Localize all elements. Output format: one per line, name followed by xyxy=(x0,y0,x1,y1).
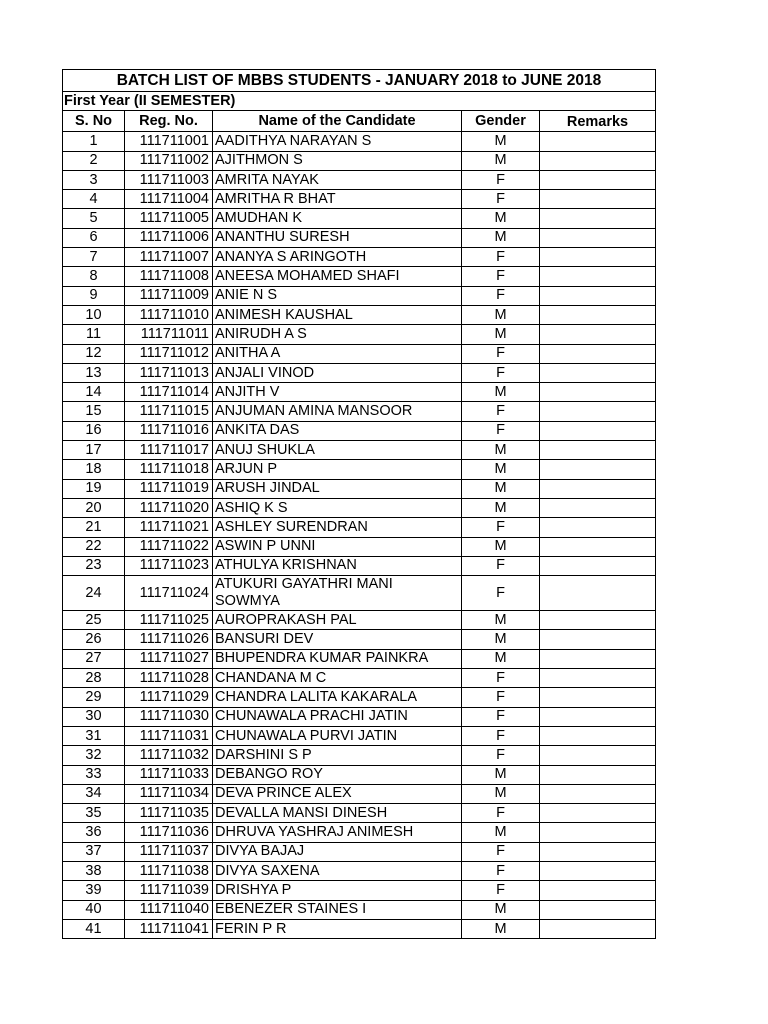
table-row xyxy=(63,325,656,344)
cell-sno: 19 xyxy=(63,479,125,498)
cell-remarks xyxy=(540,804,656,823)
cell-reg-no: 111711026 xyxy=(125,630,213,649)
cell-gender: M xyxy=(462,460,540,479)
cell-reg-no: 111711027 xyxy=(125,649,213,668)
cell-sno: 8 xyxy=(63,267,125,286)
cell-sno: 18 xyxy=(63,460,125,479)
cell-remarks xyxy=(540,325,656,344)
cell-remarks xyxy=(540,402,656,421)
cell-gender: M xyxy=(462,151,540,170)
cell-sno: 21 xyxy=(63,518,125,537)
table-row xyxy=(63,784,656,803)
cell-name: DARSHINI S P xyxy=(213,746,462,765)
cell-reg-no: 111711004 xyxy=(125,190,213,209)
cell-name: ATUKURI GAYATHRI MANI SOWMYA xyxy=(213,576,462,611)
cell-name: AADITHYA NARAYAN S xyxy=(213,132,462,151)
cell-name: AMUDHAN K xyxy=(213,209,462,228)
cell-reg-no: 111711024 xyxy=(125,576,213,611)
cell-gender: F xyxy=(462,267,540,286)
cell-name: CHANDANA M C xyxy=(213,669,462,688)
cell-reg-no: 111711036 xyxy=(125,823,213,842)
cell-name: CHANDRA LALITA KAKARALA xyxy=(213,688,462,707)
cell-gender: M xyxy=(462,325,540,344)
cell-sno: 15 xyxy=(63,402,125,421)
cell-reg-no: 111711020 xyxy=(125,498,213,517)
cell-gender: F xyxy=(462,556,540,575)
table-row xyxy=(63,900,656,919)
cell-sno: 23 xyxy=(63,556,125,575)
table-row xyxy=(63,518,656,537)
cell-reg-no: 111711017 xyxy=(125,441,213,460)
cell-name: ASHLEY SURENDRAN xyxy=(213,518,462,537)
cell-gender: F xyxy=(462,861,540,880)
cell-remarks xyxy=(540,537,656,556)
cell-gender: M xyxy=(462,209,540,228)
cell-sno: 27 xyxy=(63,649,125,668)
cell-gender: F xyxy=(462,363,540,382)
cell-sno: 6 xyxy=(63,228,125,247)
table-row xyxy=(63,190,656,209)
cell-remarks xyxy=(540,707,656,726)
cell-sno: 4 xyxy=(63,190,125,209)
cell-reg-no: 111711022 xyxy=(125,537,213,556)
cell-reg-no: 111711032 xyxy=(125,746,213,765)
cell-reg-no: 111711028 xyxy=(125,669,213,688)
cell-name: AMRITHA R BHAT xyxy=(213,190,462,209)
header-row xyxy=(63,111,656,132)
cell-sno: 16 xyxy=(63,421,125,440)
cell-remarks xyxy=(540,286,656,305)
cell-name: ASWIN P UNNI xyxy=(213,537,462,556)
cell-sno: 1 xyxy=(63,132,125,151)
table-row xyxy=(63,209,656,228)
cell-gender: F xyxy=(462,518,540,537)
cell-gender: M xyxy=(462,498,540,517)
cell-reg-no: 111711019 xyxy=(125,479,213,498)
column-header-remarks: Remarks xyxy=(540,111,656,132)
cell-remarks xyxy=(540,441,656,460)
cell-name: ANJITH V xyxy=(213,383,462,402)
cell-sno: 11 xyxy=(63,325,125,344)
cell-remarks xyxy=(540,363,656,382)
cell-name: ANKITA DAS xyxy=(213,421,462,440)
cell-reg-no: 111711001 xyxy=(125,132,213,151)
cell-name: DEVALLA MANSI DINESH xyxy=(213,804,462,823)
table-row xyxy=(63,267,656,286)
table-row xyxy=(63,707,656,726)
cell-gender: F xyxy=(462,248,540,267)
cell-sno: 25 xyxy=(63,611,125,630)
cell-reg-no: 111711016 xyxy=(125,421,213,440)
cell-remarks xyxy=(540,518,656,537)
column-header-gender: Gender xyxy=(462,111,540,132)
cell-name: DEBANGO ROY xyxy=(213,765,462,784)
cell-reg-no: 111711029 xyxy=(125,688,213,707)
cell-reg-no: 111711012 xyxy=(125,344,213,363)
cell-sno: 5 xyxy=(63,209,125,228)
table-row xyxy=(63,479,656,498)
cell-reg-no: 111711003 xyxy=(125,170,213,189)
cell-remarks xyxy=(540,919,656,938)
table-row xyxy=(63,726,656,745)
cell-remarks xyxy=(540,421,656,440)
semester-label: First Year (II SEMESTER) xyxy=(63,92,656,111)
batch-list-table xyxy=(62,69,656,939)
cell-name: ANANTHU SURESH xyxy=(213,228,462,247)
cell-gender: M xyxy=(462,630,540,649)
cell-sno: 7 xyxy=(63,248,125,267)
cell-gender: M xyxy=(462,919,540,938)
table-row xyxy=(63,688,656,707)
cell-sno: 12 xyxy=(63,344,125,363)
cell-sno: 34 xyxy=(63,784,125,803)
table-row xyxy=(63,248,656,267)
cell-gender: F xyxy=(462,842,540,861)
cell-sno: 39 xyxy=(63,881,125,900)
column-header-sno: S. No xyxy=(63,111,125,132)
table-row xyxy=(63,823,656,842)
cell-sno: 10 xyxy=(63,305,125,324)
cell-reg-no: 111711030 xyxy=(125,707,213,726)
cell-remarks xyxy=(540,228,656,247)
cell-name: ANJUMAN AMINA MANSOOR xyxy=(213,402,462,421)
table-row xyxy=(63,861,656,880)
cell-sno: 37 xyxy=(63,842,125,861)
cell-gender: M xyxy=(462,765,540,784)
cell-gender: F xyxy=(462,170,540,189)
table-row xyxy=(63,556,656,575)
cell-remarks xyxy=(540,649,656,668)
table-row xyxy=(63,498,656,517)
cell-reg-no: 111711025 xyxy=(125,611,213,630)
table-row xyxy=(63,132,656,151)
cell-name: DEVA PRINCE ALEX xyxy=(213,784,462,803)
cell-gender: F xyxy=(462,726,540,745)
table-row xyxy=(63,383,656,402)
cell-name: ANANYA S ARINGOTH xyxy=(213,248,462,267)
cell-remarks xyxy=(540,669,656,688)
cell-name: ASHIQ K S xyxy=(213,498,462,517)
cell-remarks xyxy=(540,170,656,189)
cell-remarks xyxy=(540,765,656,784)
cell-name: ANIMESH KAUSHAL xyxy=(213,305,462,324)
cell-reg-no: 111711040 xyxy=(125,900,213,919)
table-row xyxy=(63,881,656,900)
cell-reg-no: 111711018 xyxy=(125,460,213,479)
cell-sno: 20 xyxy=(63,498,125,517)
cell-reg-no: 111711008 xyxy=(125,267,213,286)
column-header-reg-no: Reg. No. xyxy=(125,111,213,132)
cell-sno: 2 xyxy=(63,151,125,170)
cell-sno: 13 xyxy=(63,363,125,382)
cell-reg-no: 111711023 xyxy=(125,556,213,575)
cell-name: DRISHYA P xyxy=(213,881,462,900)
cell-reg-no: 111711033 xyxy=(125,765,213,784)
table-row xyxy=(63,170,656,189)
cell-remarks xyxy=(540,842,656,861)
cell-name: AJITHMON S xyxy=(213,151,462,170)
cell-sno: 26 xyxy=(63,630,125,649)
table-row xyxy=(63,842,656,861)
cell-gender: M xyxy=(462,305,540,324)
cell-gender: F xyxy=(462,881,540,900)
cell-remarks xyxy=(540,630,656,649)
cell-reg-no: 111711038 xyxy=(125,861,213,880)
cell-name: ANIRUDH A S xyxy=(213,325,462,344)
cell-remarks xyxy=(540,132,656,151)
cell-remarks xyxy=(540,784,656,803)
table-row xyxy=(63,305,656,324)
cell-gender: M xyxy=(462,132,540,151)
cell-gender: M xyxy=(462,611,540,630)
table-row xyxy=(63,151,656,170)
cell-name: DHRUVA YASHRAJ ANIMESH xyxy=(213,823,462,842)
cell-name: ANIE N S xyxy=(213,286,462,305)
cell-remarks xyxy=(540,823,656,842)
cell-sno: 36 xyxy=(63,823,125,842)
cell-name: ANUJ SHUKLA xyxy=(213,441,462,460)
cell-reg-no: 111711013 xyxy=(125,363,213,382)
cell-reg-no: 111711007 xyxy=(125,248,213,267)
cell-reg-no: 111711021 xyxy=(125,518,213,537)
cell-gender: F xyxy=(462,707,540,726)
cell-remarks xyxy=(540,881,656,900)
cell-sno: 29 xyxy=(63,688,125,707)
cell-sno: 32 xyxy=(63,746,125,765)
table-row xyxy=(63,630,656,649)
cell-remarks xyxy=(540,746,656,765)
cell-reg-no: 111711031 xyxy=(125,726,213,745)
cell-name: BHUPENDRA KUMAR PAINKRA xyxy=(213,649,462,668)
table-row xyxy=(63,402,656,421)
cell-gender: F xyxy=(462,688,540,707)
cell-gender: M xyxy=(462,823,540,842)
cell-gender: F xyxy=(462,402,540,421)
cell-gender: F xyxy=(462,421,540,440)
cell-sno: 38 xyxy=(63,861,125,880)
cell-remarks xyxy=(540,267,656,286)
cell-sno: 35 xyxy=(63,804,125,823)
cell-sno: 14 xyxy=(63,383,125,402)
table-row xyxy=(63,804,656,823)
table-row xyxy=(63,441,656,460)
cell-remarks xyxy=(540,900,656,919)
cell-remarks xyxy=(540,688,656,707)
cell-sno: 9 xyxy=(63,286,125,305)
cell-sno: 40 xyxy=(63,900,125,919)
table-row xyxy=(63,460,656,479)
cell-remarks xyxy=(540,190,656,209)
cell-remarks xyxy=(540,556,656,575)
cell-name: AUROPRAKASH PAL xyxy=(213,611,462,630)
cell-name: DIVYA SAXENA xyxy=(213,861,462,880)
cell-gender: M xyxy=(462,537,540,556)
cell-remarks xyxy=(540,383,656,402)
cell-gender: F xyxy=(462,190,540,209)
cell-sno: 22 xyxy=(63,537,125,556)
cell-remarks xyxy=(540,151,656,170)
table-row xyxy=(63,576,656,611)
cell-sno: 41 xyxy=(63,919,125,938)
cell-sno: 30 xyxy=(63,707,125,726)
table-row xyxy=(63,649,656,668)
cell-name: CHUNAWALA PRACHI JATIN xyxy=(213,707,462,726)
table-row xyxy=(63,537,656,556)
cell-gender: F xyxy=(462,576,540,611)
cell-name: ATHULYA KRISHNAN xyxy=(213,556,462,575)
cell-sno: 33 xyxy=(63,765,125,784)
cell-name: FERIN P R xyxy=(213,919,462,938)
cell-reg-no: 111711035 xyxy=(125,804,213,823)
cell-sno: 17 xyxy=(63,441,125,460)
table-row xyxy=(63,363,656,382)
cell-reg-no: 111711002 xyxy=(125,151,213,170)
cell-gender: M xyxy=(462,649,540,668)
cell-gender: F xyxy=(462,746,540,765)
cell-sno: 24 xyxy=(63,576,125,611)
cell-name: ANITHA A xyxy=(213,344,462,363)
cell-gender: M xyxy=(462,900,540,919)
cell-gender: F xyxy=(462,669,540,688)
cell-reg-no: 111711037 xyxy=(125,842,213,861)
cell-gender: F xyxy=(462,804,540,823)
column-header-name: Name of the Candidate xyxy=(213,111,462,132)
table-row xyxy=(63,228,656,247)
cell-reg-no: 111711041 xyxy=(125,919,213,938)
cell-name: CHUNAWALA PURVI JATIN xyxy=(213,726,462,745)
page-title: BATCH LIST OF MBBS STUDENTS - JANUARY 2018 to JUNE 2018 xyxy=(63,70,656,92)
cell-sno: 3 xyxy=(63,170,125,189)
table-row xyxy=(63,919,656,938)
cell-gender: M xyxy=(462,383,540,402)
cell-remarks xyxy=(540,248,656,267)
cell-name: EBENEZER STAINES I xyxy=(213,900,462,919)
table-row xyxy=(63,669,656,688)
cell-remarks xyxy=(540,209,656,228)
cell-name: ARJUN P xyxy=(213,460,462,479)
cell-name: ANEESA MOHAMED SHAFI xyxy=(213,267,462,286)
cell-gender: M xyxy=(462,228,540,247)
cell-reg-no: 111711005 xyxy=(125,209,213,228)
cell-remarks xyxy=(540,726,656,745)
cell-reg-no: 111711034 xyxy=(125,784,213,803)
cell-reg-no: 111711009 xyxy=(125,286,213,305)
table-row xyxy=(63,421,656,440)
cell-remarks xyxy=(540,460,656,479)
cell-remarks xyxy=(540,344,656,363)
table-row xyxy=(63,611,656,630)
cell-reg-no: 111711010 xyxy=(125,305,213,324)
cell-gender: M xyxy=(462,479,540,498)
cell-remarks xyxy=(540,479,656,498)
cell-name: ARUSH JINDAL xyxy=(213,479,462,498)
cell-remarks xyxy=(540,576,656,611)
cell-remarks xyxy=(540,861,656,880)
cell-sno: 31 xyxy=(63,726,125,745)
cell-reg-no: 111711006 xyxy=(125,228,213,247)
cell-gender: M xyxy=(462,441,540,460)
cell-reg-no: 111711014 xyxy=(125,383,213,402)
table-row xyxy=(63,746,656,765)
cell-sno: 28 xyxy=(63,669,125,688)
cell-name: BANSURI DEV xyxy=(213,630,462,649)
cell-gender: F xyxy=(462,286,540,305)
cell-reg-no: 111711011 xyxy=(125,325,213,344)
cell-name: DIVYA BAJAJ xyxy=(213,842,462,861)
cell-gender: M xyxy=(462,784,540,803)
cell-remarks xyxy=(540,305,656,324)
cell-name: ANJALI VINOD xyxy=(213,363,462,382)
cell-name: AMRITA NAYAK xyxy=(213,170,462,189)
table-row xyxy=(63,344,656,363)
cell-reg-no: 111711039 xyxy=(125,881,213,900)
cell-reg-no: 111711015 xyxy=(125,402,213,421)
table-row xyxy=(63,286,656,305)
table-row xyxy=(63,765,656,784)
cell-remarks xyxy=(540,498,656,517)
cell-gender: F xyxy=(462,344,540,363)
cell-remarks xyxy=(540,611,656,630)
